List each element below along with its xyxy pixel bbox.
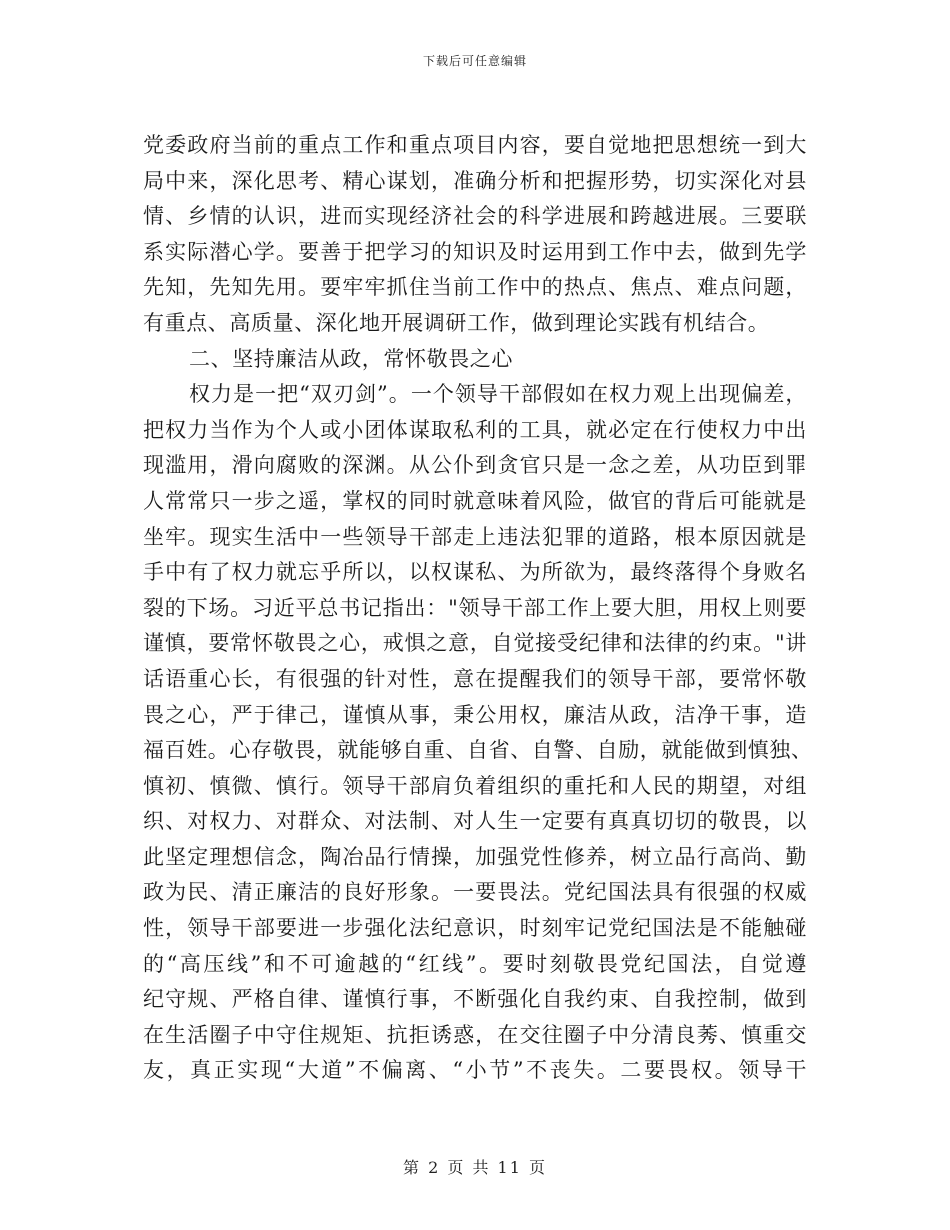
page-header-note: 下载后可任意编辑 xyxy=(422,54,527,68)
text-line: 情、乡情的认识，进而实现经济社会的科学进展和跨越进展。三要联 xyxy=(143,204,807,229)
text-line: 政为民、清正廉洁的良好形象。一要畏法。党纪国法具有很强的权威 xyxy=(143,880,807,905)
text-line: 的“高压线”和不可逾越的“红线”。要时刻敬畏党纪国法，自觉遵 xyxy=(143,951,807,976)
text-line: 人常常只一步之遥，掌权的同时就意味着风险，做官的背后可能就是 xyxy=(143,488,807,513)
document-body xyxy=(143,128,813,1089)
text-line: 性，领导干部要进一步强化法纪意识，时刻牢记党纪国法是不能触碰 xyxy=(143,916,807,941)
text-line: 纪守规、严格自律、谨慎行事，不断强化自我约束、自我控制，做到 xyxy=(143,987,807,1012)
text-line: 在生活圈子中守住规矩、抗拒诱惑，在交往圈子中分清良莠、慎重交 xyxy=(143,1022,807,1047)
text-line: 先知，先知先用。要牢牢抓住当前工作中的热点、焦点、难点问题， xyxy=(143,275,807,300)
text-line: 福百姓。心存敬畏，就能够自重、自省、自警、自励，就能做到慎独、 xyxy=(143,738,813,763)
text-line: 有重点、高质量、深化地开展调研工作，做到理论实践有机结合。 xyxy=(143,310,770,335)
text-line: 织、对权力、对群众、对法制、对人生一定要有真真切切的敬畏，以 xyxy=(143,809,807,834)
text-line: 把权力当作为个人或小团体谋取私利的工具，就必定在行使权力中出 xyxy=(143,417,807,442)
text-line: 手中有了权力就忘乎所以，以权谋私、为所欲为，最终落得个身败名 xyxy=(143,560,807,585)
text-line: 畏之心，严于律己，谨慎从事，秉公用权，廉洁从政，洁净干事，造 xyxy=(143,702,807,727)
text-line: 党委政府当前的重点工作和重点项目内容，要自觉地把思想统一到大 xyxy=(143,133,807,157)
text-line: 慎初、慎微、慎行。领导干部肩负着组织的重托和人民的期望，对组 xyxy=(143,773,807,798)
text-line: 此坚定理想信念，陶冶品行情操，加强党性修养，树立品行高尚、勤 xyxy=(143,844,807,869)
text-line: 系实际潜心学。要善于把学习的知识及时运用到工作中去，做到先学 xyxy=(143,239,807,264)
text-line: 现滥用，滑向腐败的深渊。从公仆到贪官只是一念之差，从功臣到罪 xyxy=(143,453,807,478)
text-line: 谨慎，要常怀敬畏之心，戒惧之意，自觉接受纪律和法律的约束。"讲 xyxy=(143,631,807,656)
text-line: 局中来，深化思考、精心谋划，准确分析和把握形势，切实深化对县 xyxy=(143,168,807,193)
text-line: 友，真正实现“大道”不偏离、“小节”不丧失。二要畏权。领导干 xyxy=(143,1058,807,1083)
text-line: 权力是一把“双刃剑”。一个领导干部假如在权力观上出现偏差， xyxy=(189,382,807,407)
text-line: 裂的下场。习近平总书记指出："领导干部工作上要大胆，用权上则要 xyxy=(143,595,807,620)
page-number-footer: 第 2 页 共 11 页 xyxy=(403,1158,547,1177)
section-heading: 二、坚持廉洁从政，常怀敬畏之心 xyxy=(189,346,513,371)
text-line: 坐牢。现实生活中一些领导干部走上违法犯罪的道路，根本原因就是 xyxy=(143,524,807,549)
text-line: 话语重心长，有很强的针对性，意在提醒我们的领导干部，要常怀敬 xyxy=(143,666,807,691)
